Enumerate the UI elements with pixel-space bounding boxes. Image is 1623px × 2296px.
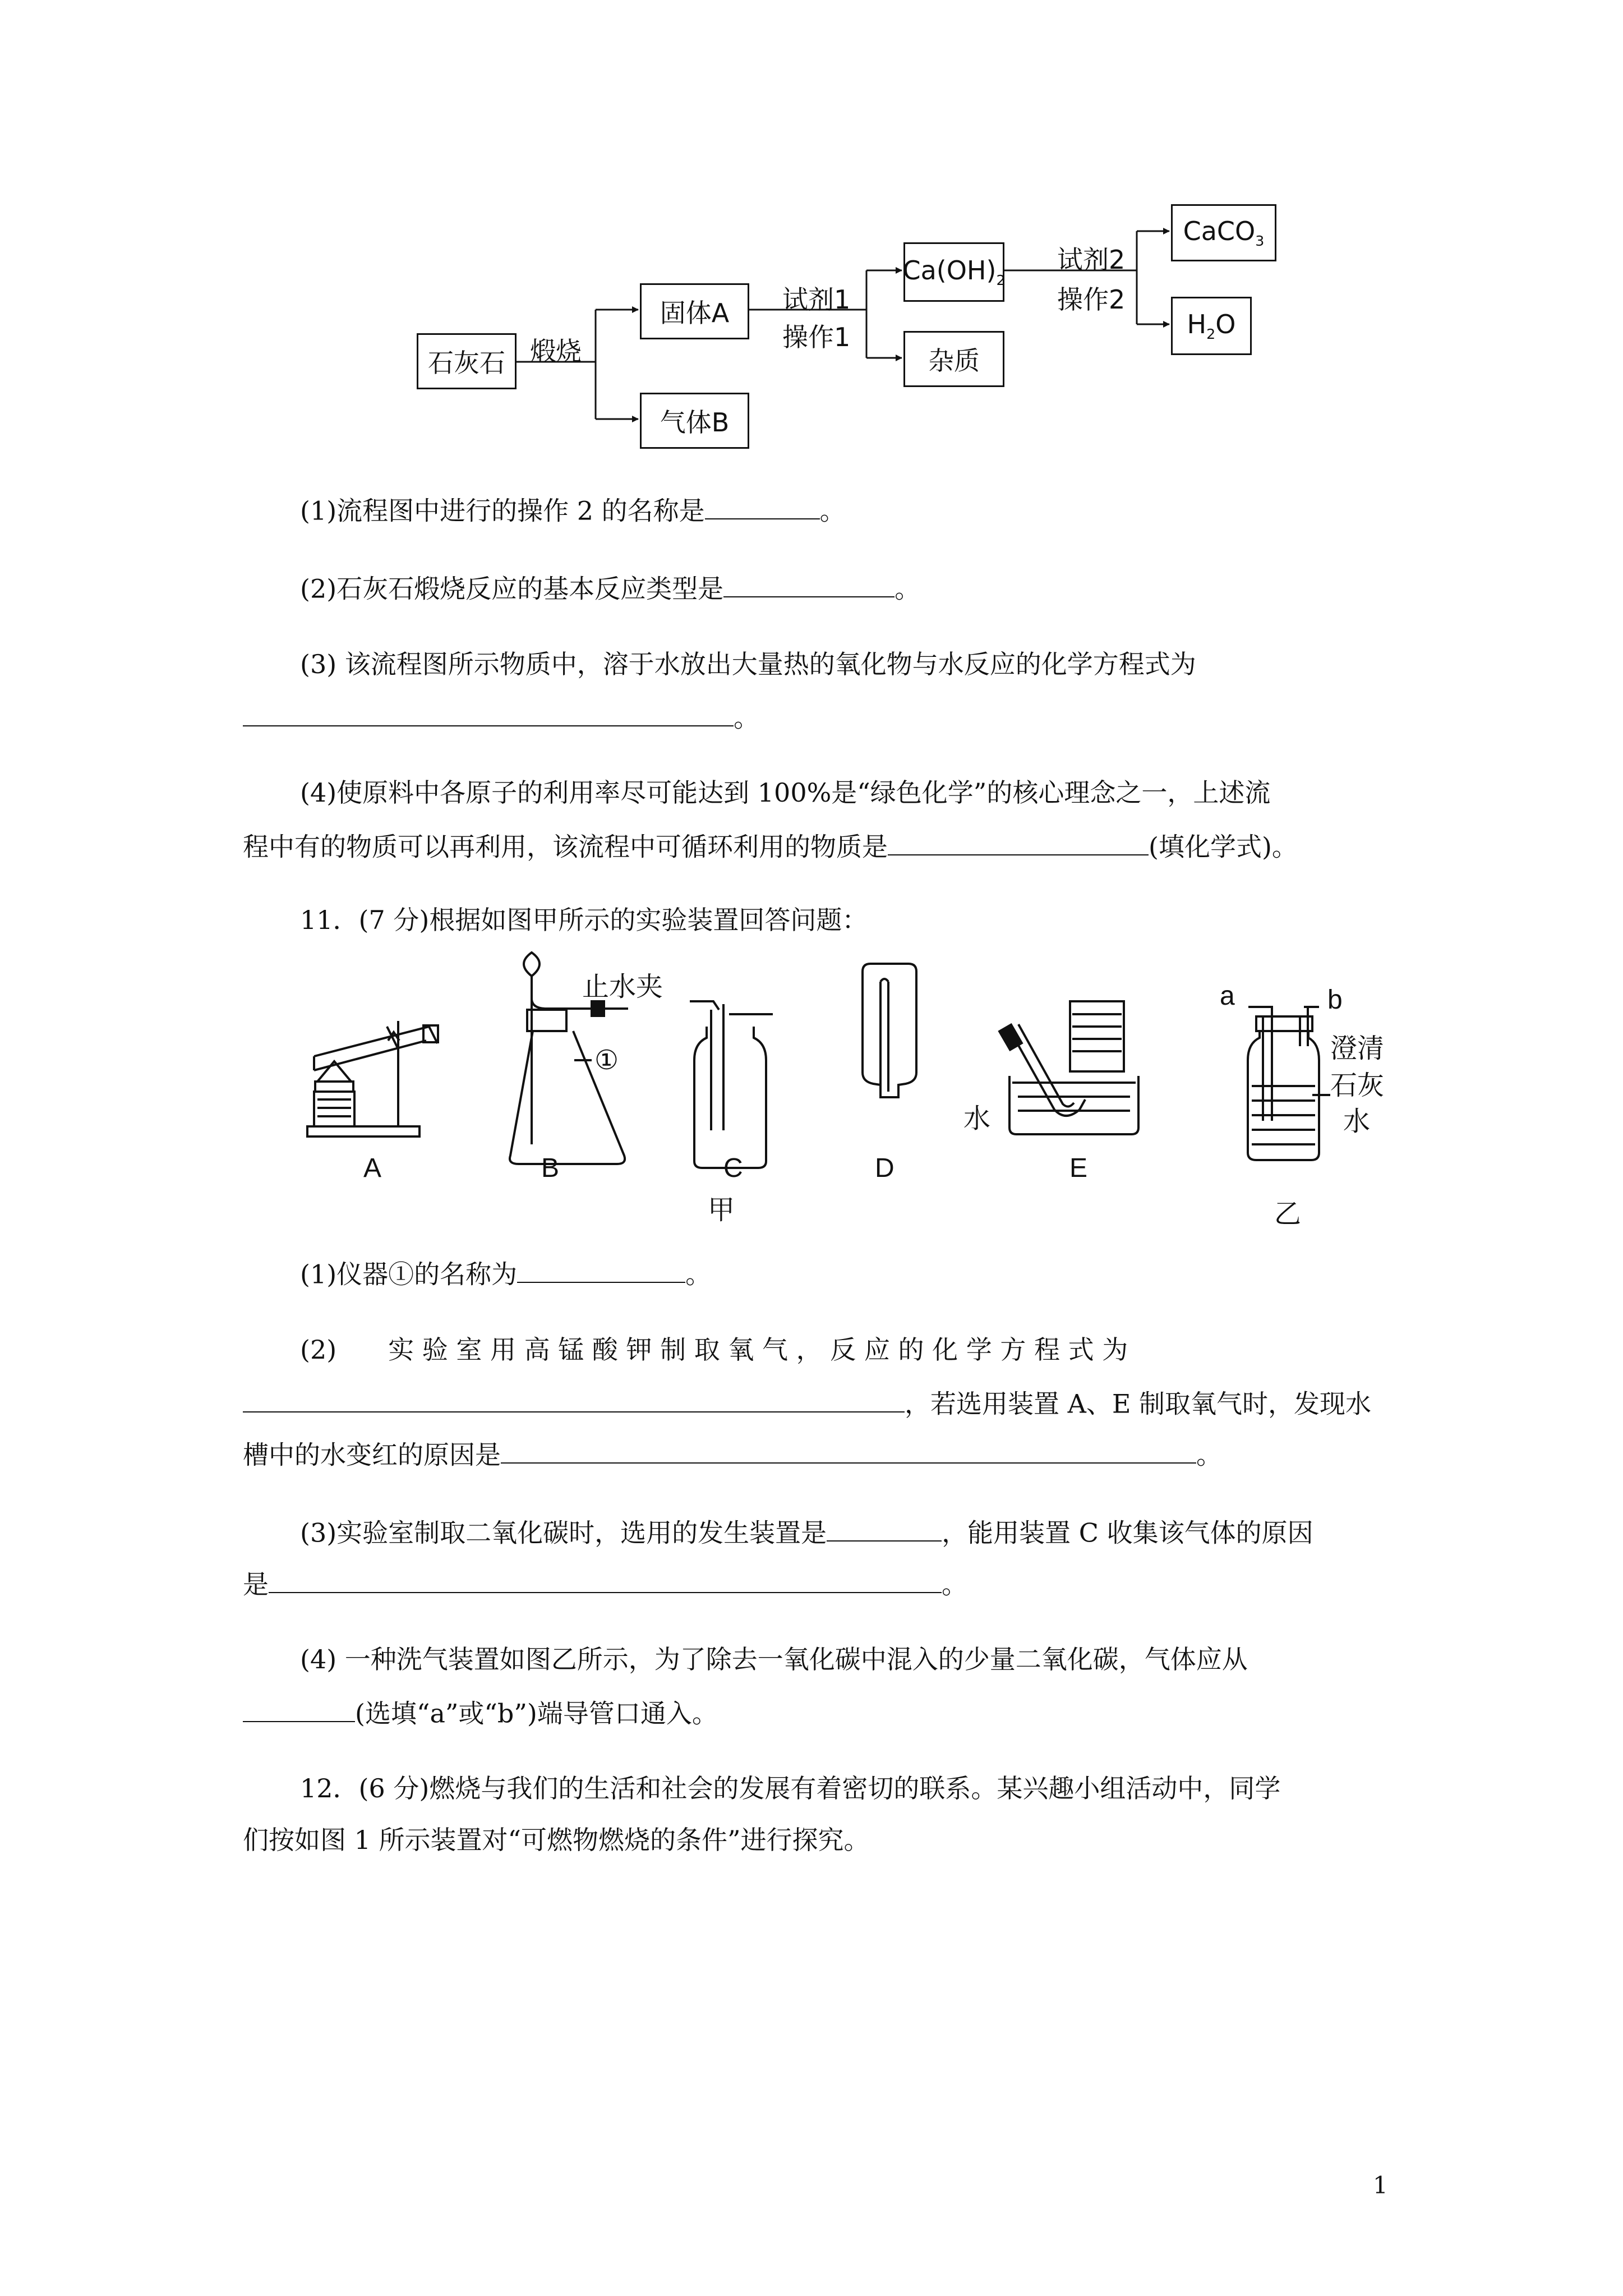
gas-b-label: 气体B xyxy=(660,407,730,438)
q11-part3-text3: 是 xyxy=(243,1569,269,1600)
page-number: 1 xyxy=(1373,2171,1388,2199)
water-label: 水 xyxy=(963,1104,991,1134)
q11-part3-text2: ，能用装置 C 收集该气体的原因 xyxy=(942,1517,1313,1548)
label-d: D xyxy=(875,1153,895,1183)
limewater-label-2: 石灰 xyxy=(1330,1071,1385,1101)
q11-part1-blank xyxy=(517,1259,685,1283)
apparatus-d xyxy=(863,964,916,1097)
q11-part2-line2-text: ，若选用装置 A、E 制取氧气时，发现水 xyxy=(905,1388,1372,1419)
q11-part1 xyxy=(300,1259,712,1290)
q11-part2-line2 xyxy=(243,1388,1372,1419)
q10-part3-end: 。 xyxy=(734,702,759,733)
operation1-label: 操作1 xyxy=(782,322,851,352)
reagent2-label: 试剂2 xyxy=(1057,245,1126,275)
q11-part3-line1 xyxy=(300,1517,1313,1548)
q11-part3-line2 xyxy=(243,1569,967,1600)
label-b: B xyxy=(541,1153,560,1183)
q10-part3-line1: (3) 该流程图所示物质中，溶于水放出大量热的氧化物与水反应的化学方程式为 xyxy=(300,649,1196,679)
instrument-marker-1: ① xyxy=(594,1046,619,1075)
h2o-o: O xyxy=(1215,309,1236,340)
stop-clamp-label: 止水夹 xyxy=(582,972,663,1002)
q11-part2-blank1 xyxy=(243,1388,905,1412)
q10-part1-text: (1)流程图中进行的操作 2 的名称是 xyxy=(300,495,705,526)
q10-part2-text: (2)石灰石煅烧反应的基本反应类型是 xyxy=(300,573,724,604)
q11-part4-line1: (4) 一种洗气装置如图乙所示，为了除去一氧化碳中混入的少量二氧化碳，气体应从 xyxy=(300,1644,1248,1674)
label-a: A xyxy=(363,1153,382,1183)
limestone-label: 石灰石 xyxy=(428,348,505,378)
caoh2-main: Ca(OH) xyxy=(902,255,997,286)
q11-part3-blank1 xyxy=(827,1517,942,1542)
q10-part4-end: (填化学式)。 xyxy=(1149,831,1298,862)
apparatus-a xyxy=(307,1021,438,1137)
q11-part1-text: (1)仪器①的名称为 xyxy=(300,1259,518,1290)
port-b-label: b xyxy=(1327,985,1343,1015)
caco3-main: CaCO xyxy=(1183,216,1256,247)
q10-part4-line1: (4)使原料中各原子的利用率尽可能达到 100%是“绿色化学”的核心理念之一，上述流 xyxy=(300,777,1271,808)
q11-part3-blank2 xyxy=(269,1569,942,1593)
caco3-subscript: 3 xyxy=(1255,233,1265,250)
q11-part1-end: 。 xyxy=(685,1259,712,1290)
apparatus-c xyxy=(690,1001,773,1168)
calcine-label: 煅烧 xyxy=(530,336,582,366)
q11-part2-line3-text: 槽中的水变红的原因是 xyxy=(243,1439,501,1470)
figure-jia-label: 甲 xyxy=(708,1195,735,1225)
figure-yi-label: 乙 xyxy=(1274,1199,1302,1229)
q11-part2-line3 xyxy=(243,1439,1222,1470)
limewater-label-1: 澄清 xyxy=(1330,1034,1385,1064)
q11-part2-blank2 xyxy=(501,1439,1196,1464)
solid-a-label: 固体A xyxy=(660,298,730,328)
q10-part1-end: 。 xyxy=(819,495,846,526)
h2o-subscript: 2 xyxy=(1206,326,1216,343)
q11-part3-end: 。 xyxy=(942,1569,967,1600)
q10-part4-text: 程中有的物质可以再利用，该流程中可循环利用的物质是 xyxy=(243,831,888,862)
operation2-label: 操作2 xyxy=(1057,284,1126,315)
q11-part4-blank xyxy=(243,1698,355,1722)
label-e: E xyxy=(1069,1153,1088,1183)
apparatus-e xyxy=(999,1001,1138,1134)
q11-part4-line2 xyxy=(243,1698,718,1729)
caoh2-subscript: 2 xyxy=(996,272,1006,289)
q11-header: 11．(7 分)根据如图甲所示的实验装置回答问题： xyxy=(300,905,868,935)
limewater-label-3: 水 xyxy=(1343,1107,1371,1137)
q11-part4-text: (选填“a”或“b”)端导管口通入。 xyxy=(355,1698,718,1729)
q12-line1: 12．(6 分)燃烧与我们的生活和社会的发展有着密切的联系。某兴趣小组活动中，同学 xyxy=(300,1773,1281,1803)
reagent1-label: 试剂1 xyxy=(782,284,851,315)
h2o-h: H xyxy=(1187,309,1207,340)
q10-part2-end: 。 xyxy=(895,573,921,604)
q11-part2-line1: (2) 实 验 室 用 高 锰 酸 钾 制 取 氧 气 ， 反 应 的 化 学 方 程 式 为 xyxy=(300,1335,1128,1365)
port-a-label: a xyxy=(1220,981,1235,1011)
q12-line2: 们按如图 1 所示装置对“可燃物燃烧的条件”进行探究。 xyxy=(243,1825,870,1855)
q11-part3-text1: (3)实验室制取二氧化碳时，选用的发生装置是 xyxy=(300,1517,827,1548)
impurity-label: 杂质 xyxy=(928,346,980,376)
label-c: C xyxy=(723,1153,743,1183)
apparatus-yi xyxy=(1248,1007,1330,1160)
q11-part2-end: 。 xyxy=(1196,1439,1222,1470)
